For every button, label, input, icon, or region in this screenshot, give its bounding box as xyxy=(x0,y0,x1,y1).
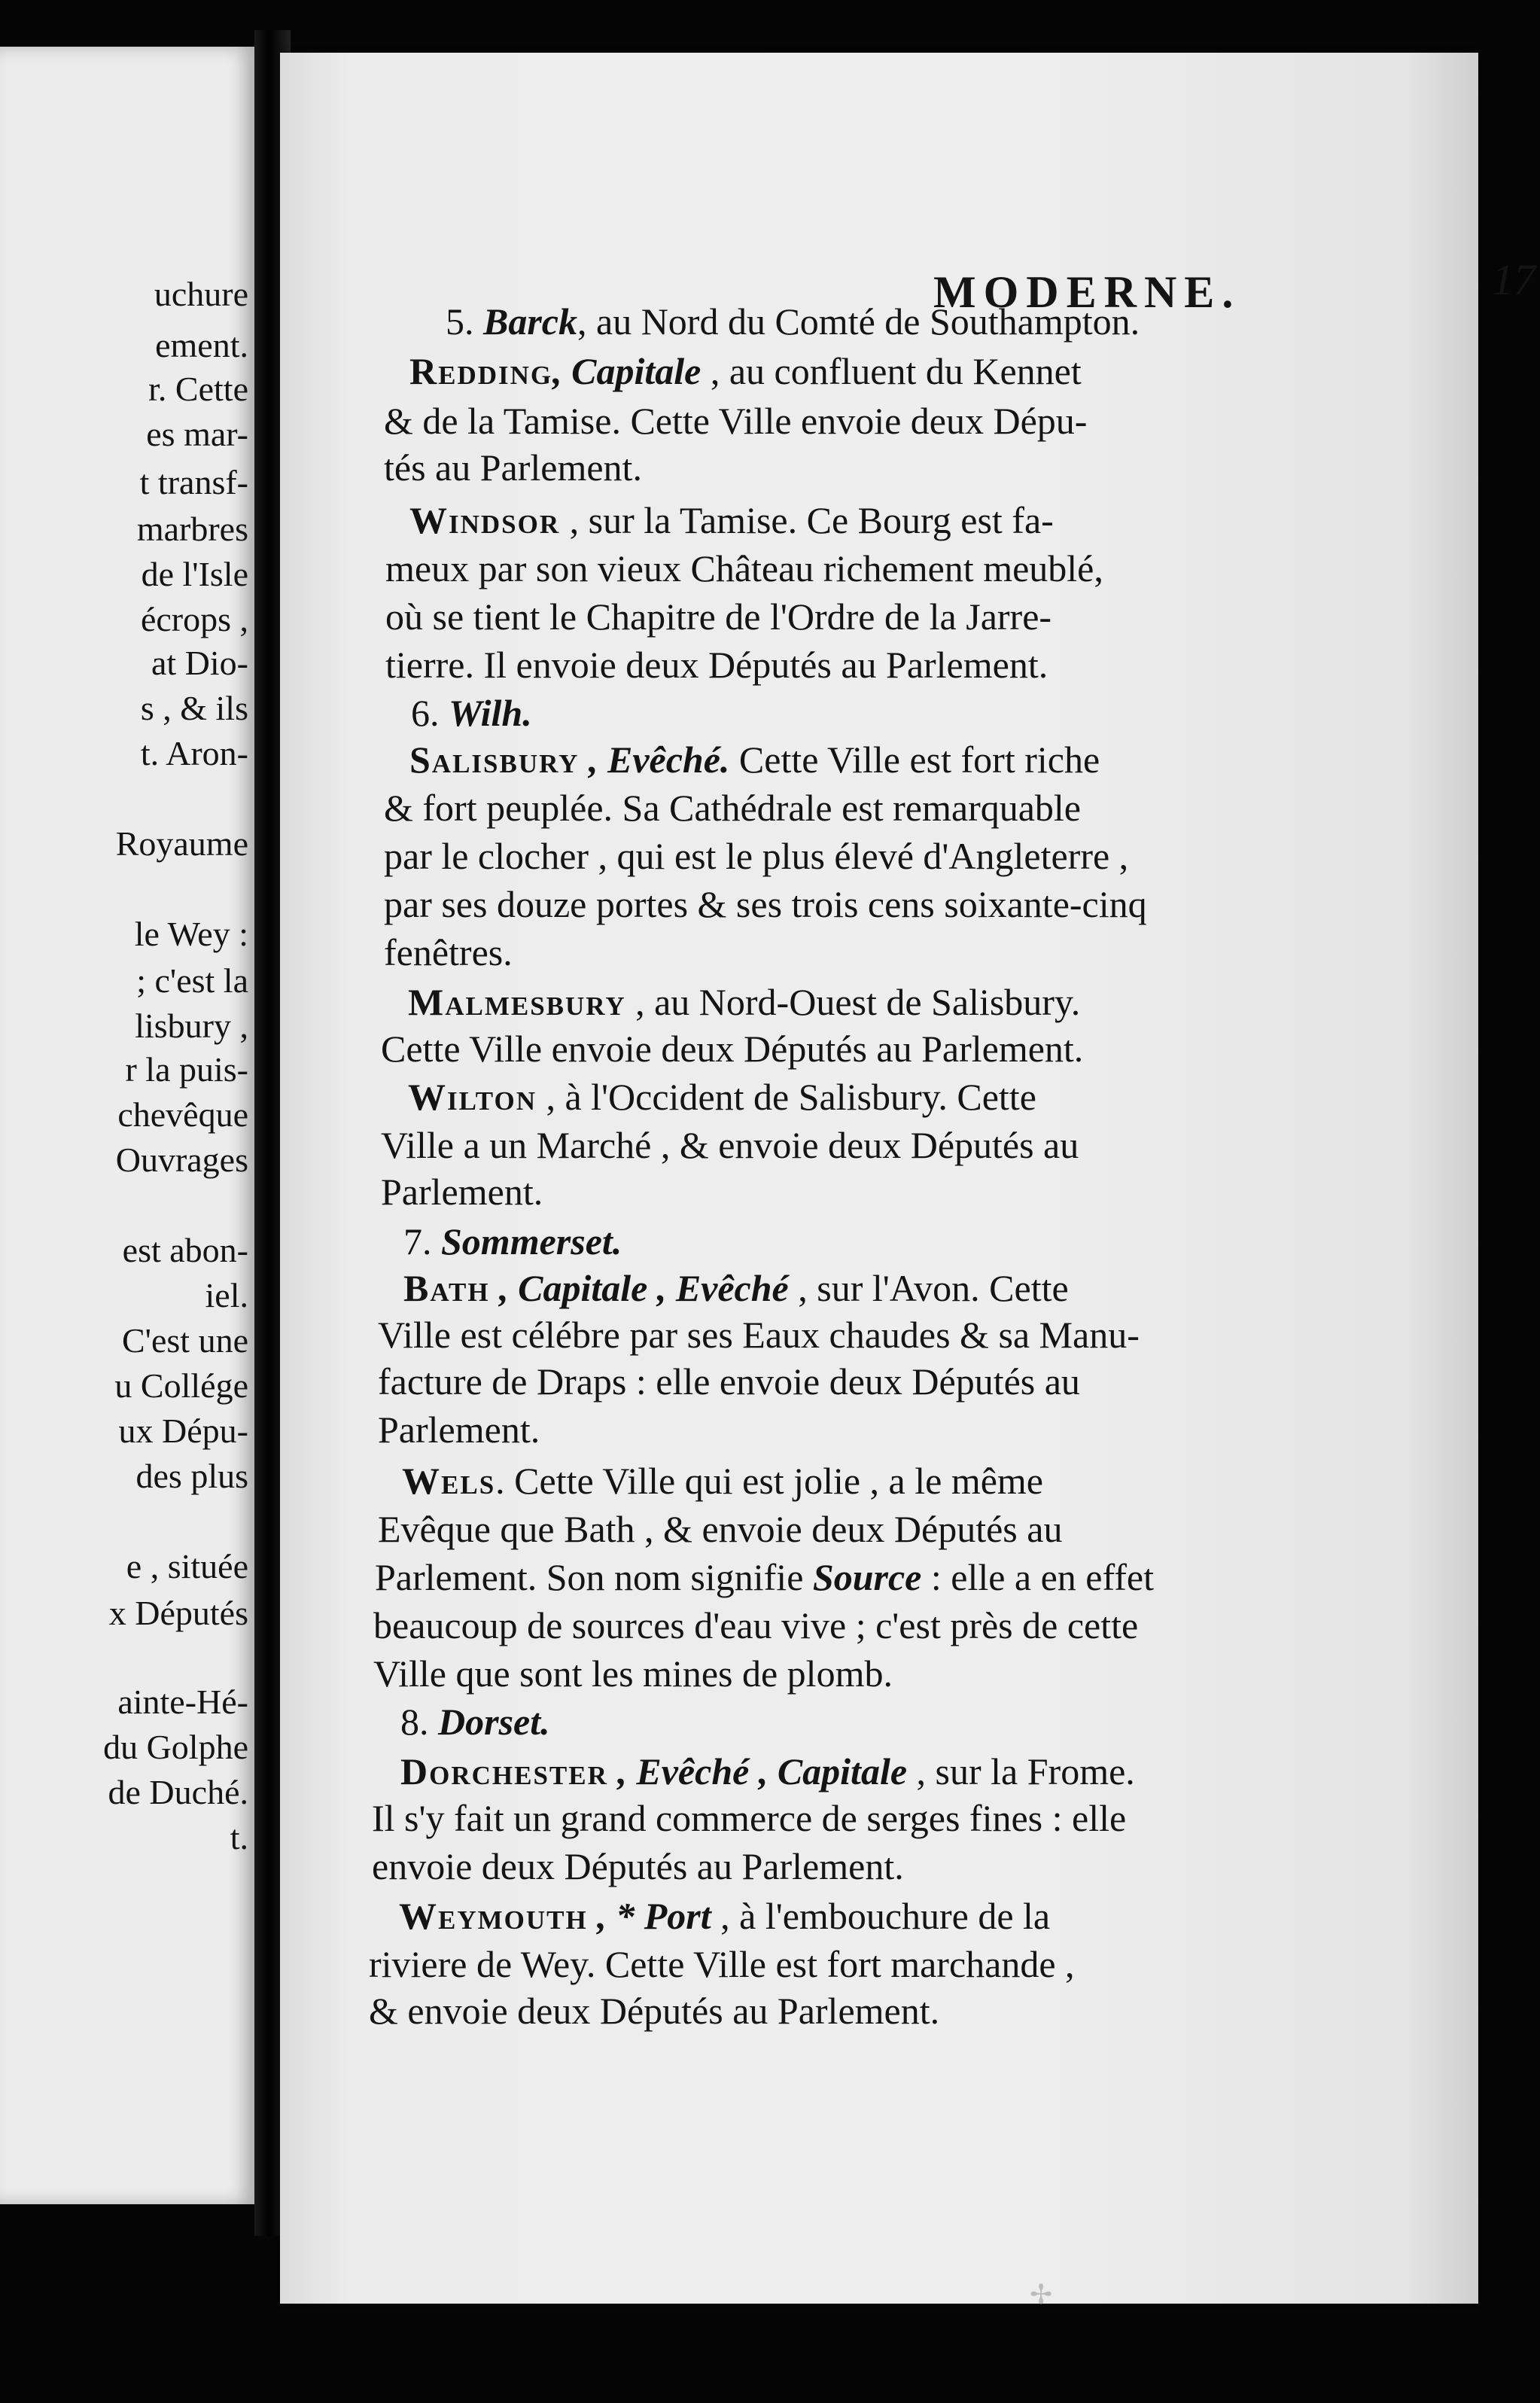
line-text: riviere de Wey. Cette Ville est fort marchande , xyxy=(369,1943,1075,1985)
text-line xyxy=(373,1604,1139,1646)
italic-text: , Capitale , Evêché xyxy=(489,1267,789,1309)
line-text: Parlement. Son nom signifie xyxy=(375,1556,813,1598)
text-line xyxy=(384,446,642,489)
text-line xyxy=(384,933,513,971)
line-text: par ses douze portes & ses trois cens soixante-cinq xyxy=(384,883,1147,925)
text-line xyxy=(400,1703,550,1741)
left-page-line: t. Aron- xyxy=(140,734,248,772)
line-text: 5. xyxy=(446,300,483,343)
text-line xyxy=(400,1750,1135,1792)
left-page-line: ; c'est la xyxy=(136,961,248,1000)
italic-text: Wilh. xyxy=(449,692,532,734)
line-text: Cette Ville est fort riche xyxy=(729,739,1100,781)
line-text: 6. xyxy=(411,692,449,734)
line-text: fenêtres. xyxy=(384,931,513,973)
place-name: Malmesbury xyxy=(408,981,626,1023)
line-text: , sur la Tamise. Ce Bourg est fa- xyxy=(560,499,1054,541)
text-line xyxy=(369,1945,1075,1983)
line-text: Parlement. xyxy=(378,1409,540,1451)
line-text: envoie deux Députés au Parlement. xyxy=(372,1845,904,1887)
text-line xyxy=(385,595,1052,638)
italic-text: Source xyxy=(812,1556,922,1598)
line-text: , sur la Frome. xyxy=(907,1750,1135,1792)
left-page-line: s , & ils xyxy=(140,689,248,727)
line-text: meux par son vieux Château richement meublé, xyxy=(385,547,1103,589)
text-line xyxy=(409,501,1054,539)
text-line xyxy=(446,300,1140,343)
text-line xyxy=(378,1360,1080,1403)
text-line xyxy=(402,1462,1043,1500)
italic-text: Dorset. xyxy=(438,1701,550,1743)
text-line xyxy=(409,739,1100,781)
place-name: Bath xyxy=(403,1267,490,1309)
italic-text: , Evêché. xyxy=(579,739,730,781)
text-line xyxy=(378,1409,540,1451)
text-line xyxy=(381,1173,543,1211)
line-text: , à l'embouchure de la xyxy=(711,1895,1051,1937)
text-line xyxy=(385,646,1048,684)
line-text: où se tient le Chapitre de l'Ordre de la Jarre- xyxy=(385,595,1052,638)
left-page-line: du Golphe xyxy=(103,1728,248,1766)
place-name: Salisbury xyxy=(409,739,580,781)
line-text: , sur l'Avon. Cette xyxy=(788,1267,1069,1309)
line-text: facture de Draps : elle envoie deux Députés au xyxy=(378,1360,1080,1403)
left-page-line: t. xyxy=(230,1818,248,1856)
left-page-line: est abon- xyxy=(122,1231,248,1269)
line-text: & de la Tamise. Cette Ville envoie deux Dépu- xyxy=(384,400,1088,442)
left-page-line: x Députés xyxy=(108,1594,248,1632)
text-line xyxy=(399,1897,1050,1935)
italic-text: , Capitale xyxy=(552,350,702,392)
italic-text: , * Port xyxy=(587,1895,711,1937)
left-page-line: iel. xyxy=(205,1276,248,1314)
italic-text: Sommerset. xyxy=(441,1220,622,1262)
left-page-line: chevêque xyxy=(117,1095,248,1134)
text-line xyxy=(408,1078,1036,1116)
place-name: Weymouth xyxy=(399,1895,588,1937)
line-text: , à l'Occident de Salisbury. Cette xyxy=(536,1076,1036,1118)
text-line xyxy=(372,1847,904,1885)
line-text: tés au Parlement. xyxy=(384,446,642,489)
text-line xyxy=(378,1510,1062,1548)
left-page-line: t transf- xyxy=(139,463,248,501)
text-line xyxy=(411,694,532,732)
place-name: Dorchester xyxy=(400,1750,608,1792)
line-text: , au Nord du Comté de Southampton. xyxy=(577,300,1140,343)
line-text: par le clocher , qui est le plus élevé d'Angleterre , xyxy=(384,835,1129,877)
text-line xyxy=(403,1269,1069,1307)
text-line xyxy=(375,1558,1154,1596)
left-page-line: marbres xyxy=(136,510,248,548)
line-text: , au confluent du Kennet xyxy=(701,350,1082,392)
left-page-line: ainte-Hé- xyxy=(117,1683,248,1721)
left-facing-page xyxy=(0,47,254,2204)
page-number: 17 xyxy=(1492,255,1535,304)
left-page-line: des plus xyxy=(135,1457,248,1495)
text-line xyxy=(384,837,1128,875)
line-text: Parlement. xyxy=(381,1171,543,1213)
running-header: MODERNE. xyxy=(933,267,1241,317)
line-text: Cette Ville envoie deux Députés au Parlement. xyxy=(381,1028,1084,1070)
line-text: & envoie deux Députés au Parlement. xyxy=(369,1990,940,2032)
text-line xyxy=(381,1028,1084,1070)
right-page xyxy=(280,53,1535,2304)
text-line xyxy=(372,1799,1126,1837)
line-text: tierre. Il envoie deux Députés au Parlement. xyxy=(385,644,1048,686)
left-page-line: r. Cette xyxy=(148,370,248,408)
line-text: beaucoup de sources d'eau vive ; c'est près de cette xyxy=(373,1604,1139,1646)
line-text: : elle a en effet xyxy=(921,1556,1154,1598)
place-name: Wilton xyxy=(408,1076,537,1118)
line-text: Il s'y fait un grand commerce de serges fines : elle xyxy=(372,1797,1127,1839)
left-page-line: uchure xyxy=(154,275,248,313)
text-line xyxy=(384,789,1081,827)
line-text: . Cette Ville qui est jolie , a le même xyxy=(495,1460,1043,1502)
text-line xyxy=(378,1316,1140,1354)
left-page-line: ement. xyxy=(155,326,248,364)
text-line xyxy=(381,1126,1079,1164)
place-name: Redding xyxy=(409,350,553,392)
italic-text: Barck xyxy=(483,300,577,343)
italic-text: , Evêché , Capitale xyxy=(607,1750,908,1792)
left-page-line: Ouvrages xyxy=(115,1141,248,1179)
left-page-line: r la puis- xyxy=(125,1050,248,1089)
line-text: 8. xyxy=(400,1701,438,1743)
left-page-line: écrops , xyxy=(140,600,248,638)
place-name: Windsor xyxy=(409,499,561,541)
line-text: 7. xyxy=(403,1220,441,1262)
left-page-line: ux Dépu- xyxy=(118,1412,248,1450)
line-text: Ville que sont les mines de plomb. xyxy=(373,1652,893,1695)
text-line xyxy=(384,402,1087,440)
text-line xyxy=(373,1652,893,1695)
line-text: Evêque que Bath , & envoie deux Députés au xyxy=(378,1508,1063,1550)
left-page-line: e , située xyxy=(126,1547,248,1585)
left-page-line: de l'Isle xyxy=(141,555,248,593)
text-line xyxy=(409,352,1082,390)
left-page-line: de Duché. xyxy=(108,1773,248,1811)
left-page-line: u Collége xyxy=(114,1366,248,1405)
line-text: & fort peuplée. Sa Cathédrale est remarquable xyxy=(384,787,1082,829)
left-page-line: C'est une xyxy=(122,1321,248,1360)
left-page-line: lisbury , xyxy=(135,1007,248,1045)
left-page-line: Royaume xyxy=(115,824,248,863)
line-text: , au Nord-Ouest de Salisbury. xyxy=(625,981,1081,1023)
line-text: Ville est célébre par ses Eaux chaudes & sa Manu- xyxy=(378,1314,1140,1356)
paper-speck: ✢ xyxy=(1030,2280,1053,2310)
left-page-line: at Dio- xyxy=(151,644,248,682)
left-page-line: es mar- xyxy=(146,415,248,453)
text-line xyxy=(403,1220,622,1262)
left-page-line: le Wey : xyxy=(134,915,248,953)
text-line xyxy=(408,983,1080,1021)
line-text: Ville a un Marché , & envoie deux Députés au xyxy=(381,1124,1079,1166)
place-name: Wels xyxy=(402,1460,496,1502)
text-line xyxy=(384,885,1147,923)
text-line xyxy=(369,1992,939,2030)
text-line xyxy=(385,547,1103,589)
